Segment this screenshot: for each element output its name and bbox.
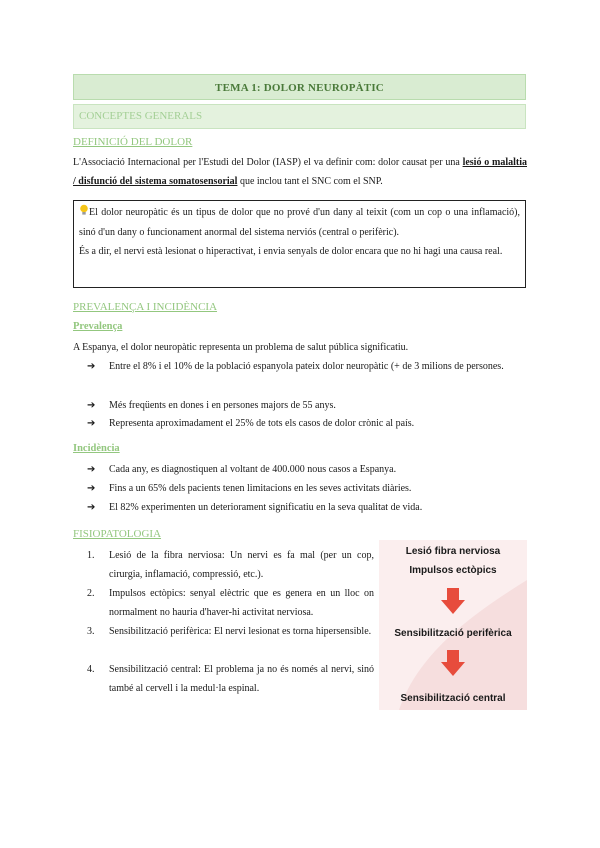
- list-item: [87, 584, 374, 622]
- list-item: [87, 414, 527, 433]
- arrow-icon: ➔: [87, 483, 96, 494]
- item-text: Lesió de la fibra nerviosa: Un nervi es fa mal (per un cop, cirurgia, inflamació, compressió, etc.).: [109, 550, 374, 580]
- highlight-box: [73, 200, 526, 288]
- arrow-icon: ➔: [87, 400, 96, 411]
- bullet-text: Entre el 8% i el 10% de la població espanyola pateix dolor neuropàtic (+ de 3 milions de persones.: [109, 361, 504, 372]
- list-item: [87, 660, 374, 698]
- bullet-text: El 82% experimenten un deteriorament significatiu en la seva qualitat de vida.: [109, 502, 423, 513]
- box-line-2: És a dir, el nervi està lesionat o hiperactivat, i envia senyals de dolor encara que no hi hagi una causa real.: [79, 246, 503, 257]
- incidencia-subheading: Incidència: [73, 443, 120, 454]
- list-item: [87, 622, 374, 641]
- list-item: [87, 460, 527, 479]
- item-text: Sensibilització central: El problema ja no és només al nervi, sinó també al cervell i la medul·la espinal.: [109, 664, 374, 694]
- diagram-step-periferica: Sensibilització perifèrica: [394, 628, 512, 639]
- item-number: 2.: [87, 588, 95, 599]
- item-text: Impulsos ectòpics: senyal elèctric que es genera en un lloc on normalment no hauria d'haver-hi activitat nerviosa.: [109, 588, 374, 618]
- definicio-paragraph: [73, 153, 527, 191]
- definicio-text-post: que inclou tant el SNC com el SNP.: [237, 176, 383, 187]
- lightbulb-icon: [79, 204, 89, 215]
- item-number: 1.: [87, 550, 95, 561]
- box-line-1: [79, 203, 520, 242]
- page-title: TEMA 1: DOLOR NEUROPÀTIC: [73, 74, 526, 100]
- item-number: 4.: [87, 664, 95, 675]
- down-arrow-icon: [441, 588, 465, 614]
- definicio-heading: DEFINICIÓ DEL DOLOR: [73, 136, 193, 148]
- diagram-step-lesio: Lesió fibra nerviosa: [405, 546, 501, 557]
- bullet-text: Representa aproximadament el 25% de tots els casos de dolor crònic al país.: [109, 418, 415, 429]
- list-item: [87, 498, 527, 517]
- list-item: [87, 546, 374, 584]
- fisiopatologia-heading: FISIOPATOLOGIA: [73, 528, 162, 540]
- bullet-text: Cada any, es diagnostiquen al voltant de 400.000 nous casos a Espanya.: [109, 464, 397, 475]
- fisiopatologia-diagram: [379, 540, 527, 710]
- section-heading: CONCEPTES GENERALS: [73, 104, 526, 129]
- arrow-icon: ➔: [87, 502, 96, 513]
- item-text: Sensibilització perifèrica: El nervi lesionat es torna hipersensible.: [109, 626, 372, 637]
- item-number: 3.: [87, 626, 95, 637]
- list-item: [87, 479, 527, 498]
- box-text-1: El dolor neuropàtic és un tipus de dolor que no prové d'un dany al teixit (com un cop o una inflamació), sinó d'un dany o funcionament anormal del sistema nerviós (central o perifèric).: [79, 207, 520, 238]
- prevalenca-subheading: Prevalença: [73, 321, 123, 332]
- diagram-step-impulsos: Impulsos ectòpics: [409, 565, 497, 576]
- list-item: [87, 396, 527, 415]
- bullet-text: Fins a un 65% dels pacients tenen limitacions en les seves activitats diàries.: [109, 483, 412, 494]
- definicio-text-pre: L'Associació Internacional per l'Estudi del Dolor (IASP) el va definir com: dolor causat per una: [73, 157, 463, 168]
- down-arrow-icon: [441, 650, 465, 676]
- bullet-text: Més freqüents en dones i en persones majors de 55 anys.: [109, 400, 336, 411]
- definicio-text-bold: lesió o malaltia / disfunció del sistema somatosensorial: [73, 157, 527, 187]
- prevalenca-heading: PREVALENÇA I INCIDÈNCIA: [73, 301, 218, 313]
- diagram-step-central: Sensibilització central: [400, 693, 506, 704]
- arrow-icon: ➔: [87, 418, 96, 429]
- list-item: [87, 357, 527, 376]
- arrow-icon: ➔: [87, 361, 96, 372]
- prevalenca-intro: A Espanya, el dolor neuropàtic representa un problema de salut pública significatiu.: [73, 342, 409, 353]
- arrow-icon: ➔: [87, 464, 96, 475]
